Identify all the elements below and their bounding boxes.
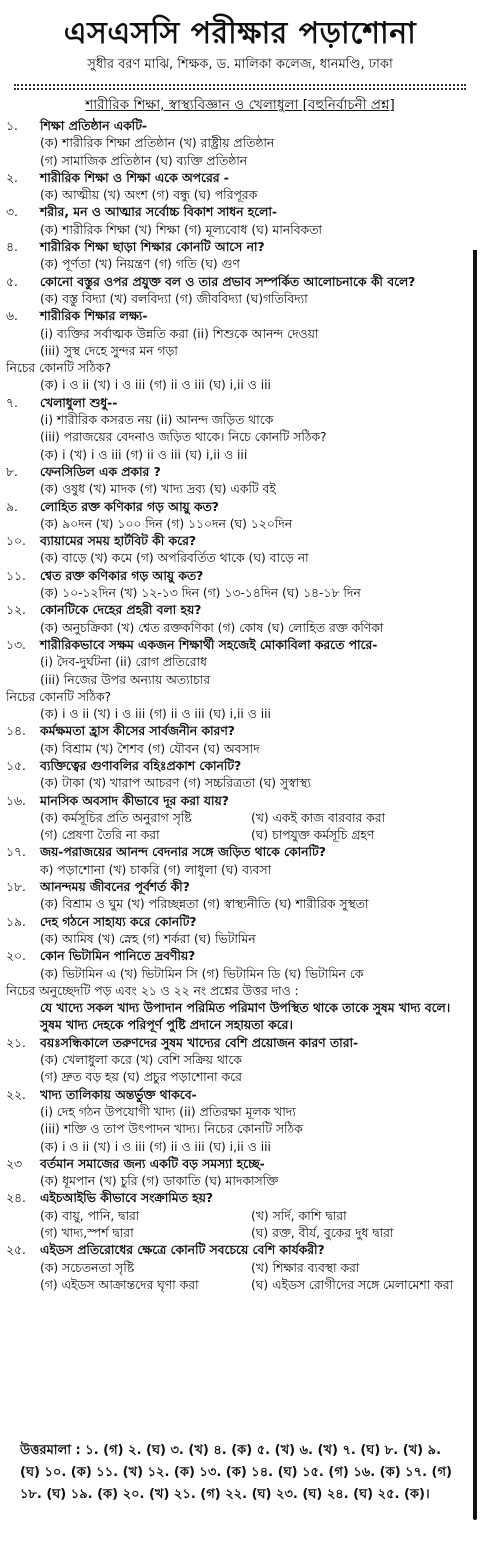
option-cell: (ঘ) চাপযুক্ত কর্মসূচি গ্রহণ — [251, 828, 375, 843]
question-line — [6, 204, 462, 221]
question-item — [6, 914, 462, 949]
question-item — [6, 118, 462, 170]
option-line: (ক) শারীরিক শিক্ষা (খ) শিক্ষা (গ) মূল্যবোধ (ঘ) মানবিকতা — [40, 222, 322, 237]
option-cell: (খ) সর্দি, কাশি দ্বারা — [251, 1208, 347, 1223]
answer-key-text: ১. (গ) ২. (ঘ) ৩. (খ) ৪. (ক) ৫. (খ) ৬. (খ) ৭. (ঘ) ৮. (খ) ৯. (ঘ) ১০. (ক) ১১. (খ) ১২. (ক) ১৩. (ক) ১৪. (ঘ) ১৫. (গ) ১৬. (ক) ১৭. (গ) ১৮. (ঘ) ১৯. (ক) ২০. (খ) ২১. (গ) ২২. (ঘ) ২৩. (ঘ) ২৪. (ঘ) ২৫. (ক)। — [20, 1443, 452, 1502]
section-title: শারীরিক শিক্ষা, স্বাস্থ্যবিজ্ঞান ও খেলাধুলা [বহুনির্বাচনী প্রশ্ন] — [85, 97, 395, 113]
question-line — [6, 464, 462, 481]
option-line: (ক) অনুচক্রিকা (খ) শ্বেত রক্তকণিকা (গ) কোষ (ঘ) লোহিত রক্ত কণিকা — [40, 620, 384, 635]
question-line — [6, 723, 462, 740]
question-item — [6, 308, 462, 394]
option-cell: (গ) এইডস আক্রান্তদের ঘৃণা করা — [40, 1277, 199, 1292]
question-line — [6, 395, 462, 412]
question-item — [6, 464, 462, 499]
page-border — [473, 250, 477, 1520]
question-item — [6, 948, 462, 1034]
question-text: লোহিত রক্ত কণিকার গড় আয়ু কত? — [40, 499, 219, 514]
question-line — [6, 879, 462, 896]
question-text: শারীরিক শিক্ষা ও শিক্ষা একে অপরের - — [40, 170, 229, 185]
question-item — [6, 533, 462, 568]
question-list — [6, 118, 462, 1294]
question-number: ১২. — [6, 603, 26, 618]
question-text: শারীরিক শিক্ষার লক্ষ্য- — [40, 309, 148, 324]
option-line: (ক) ভিটামিন এ (খ) ভিটামিন সি (গ) ভিটামিন ডি (ঘ) ভিটামিন কে — [40, 966, 364, 981]
option-line: (ক) শারীরিক শিক্ষা প্রতিষ্ঠান (খ) রাষ্ট্রীয় প্রতিষ্ঠান — [40, 136, 275, 151]
question-line — [6, 914, 462, 931]
question-number: ২০. — [6, 949, 26, 964]
question-text: বর্তমান সমাজের জন্য একটি বড় সমস্যা হচ্ছে- — [40, 1156, 265, 1171]
question-number: ১৩. — [6, 637, 26, 652]
question-text: ব্যায়ামের সময় হার্টবিট কী করে? — [40, 534, 196, 549]
divider — [14, 88, 466, 90]
question-text: শারীরিক শিক্ষা ছাড়া শিক্ষার কোনটি আসে না? — [40, 240, 265, 255]
question-item — [6, 239, 462, 274]
option-line: (ক) আমিষ (খ) স্নেহ (গ) শর্করা (ঘ) ভিটামিন — [40, 931, 256, 946]
option-line: (গ) দ্রুত বড় হয় (ঘ) প্রচুর পড়াশোনা করে — [40, 1070, 242, 1085]
question-number: ১৮. — [6, 880, 26, 895]
option-cell: (গ) খাদ্য,স্পর্শ দ্বারা — [40, 1226, 134, 1240]
question-line — [6, 170, 462, 187]
option-row — [6, 810, 462, 827]
option-line: (ক) বিশ্রাম ও ঘুম (খ) পরিচ্ছন্নতা (গ) স্বাস্থ্যনীতি (ঘ) শারীরিক সুস্থতা — [40, 897, 369, 912]
option-line: ক) পড়াশোনা (খ) চাকরি (গ) লাধুলা (ঘ) ব্যবসা — [40, 862, 272, 877]
author-line: সুধীর বরণ মাঝি, শিক্ষক, ড. মালিকা কলেজ, ধানমণ্ডি, ঢাকা — [87, 57, 393, 72]
question-number: ৪. — [6, 240, 18, 255]
option-line: (i) ব্যক্তির সর্বাত্মক উন্নতি করা (ii) শিশুকে আনন্দ দেওয়া — [40, 326, 319, 341]
page-header — [0, 0, 480, 74]
option-row — [6, 1225, 462, 1242]
question-line — [6, 844, 462, 861]
question-text: কর্মক্ষমতা হ্রাস কীসের সার্বজনীন কারণ? — [40, 724, 235, 739]
option-line: (ক) ১০-১২দিন (খ) ১২-১৩ দিন (গ) ১৩-১৪দিন (ঘ) ১৪-১৮ দিন — [40, 586, 361, 601]
option-line: (iii) সুস্থ দেহে সুন্দর মন গড়া — [40, 343, 178, 358]
option-cell: (ক) সচেতনতা সৃষ্টি — [40, 1260, 135, 1275]
question-line — [6, 793, 462, 810]
question-line — [6, 948, 462, 965]
question-item — [6, 274, 462, 309]
question-number: ২৩ — [6, 1156, 22, 1171]
option-line: (ক) টাকা (খ) খারাপ আচরণ (গ) সচ্চরিত্রতা (ঘ) সুস্বাস্থ্য — [40, 776, 311, 791]
option-line: (iii) শক্তি ও তাপ উৎপাদন খাদ্য। নিচের কোনটি সঠিক — [40, 1122, 303, 1137]
question-line — [6, 758, 462, 775]
option-line: (ক) বস্তু বিদ্যা (খ) বলবিদ্যা (গ) জীববিদ্যা (ঘ)গতিবিদ্যা — [40, 291, 308, 306]
question-item — [6, 758, 462, 793]
option-line: (ক) বিশ্রাম (খ) শৈশব (গ) যৌবন (ঘ) অবসাদ — [40, 741, 260, 756]
option-line: (ক) i (খ) i ও iii (গ) ii ও iii (ঘ) i,ii ও iii — [40, 447, 248, 462]
question-item — [6, 793, 462, 845]
question-text: কোনো বস্তুর ওপর প্রযুক্ত বল ও তার প্রভাব সম্পর্কিত আলোচনাকে কী বলে? — [40, 274, 416, 289]
passage-text: যে খাদ্যে সকল খাদ্য উপাদান পরিমিত পরিমাণ উপস্থিত থাকে তাকে সুষম খাদ্য বলে। সুষম খাদ্য দেহকে পরিপূর্ণ পুষ্টি প্রদানে সহায়তা করে। — [40, 1001, 451, 1033]
question-number: ১৬. — [6, 793, 26, 808]
question-number: ৯. — [6, 499, 18, 514]
option-line: (i) দৈব-দুর্ঘটনা (ii) রোগ প্রতিরোধ — [40, 655, 207, 670]
instruction-note: নিচের অনুচ্ছেদটি পড় এবং ২১ ও ২২ নং প্রশ্নের উত্তর দাও : — [6, 983, 299, 998]
answer-key-label: উত্তরমালা : — [20, 1443, 81, 1458]
question-number: ২৪. — [6, 1191, 26, 1206]
question-item — [6, 1156, 462, 1191]
question-number: ১১. — [6, 568, 26, 583]
question-number: ২৫. — [6, 1243, 26, 1258]
option-cell: (ঘ) এইডস রোগীদের সঙ্গে মেলামেশা করা — [251, 1277, 454, 1292]
question-item — [6, 844, 462, 879]
option-line: (iii) পরাজয়ের বেদনাও জড়িত থাকে। নিচে কোনটি সঠিক? — [40, 430, 327, 445]
option-line: (ক) বাড়ে (খ) কমে (গ) অপরিবর্তিত থাকে (ঘ) বাড়ে না — [40, 551, 309, 566]
question-number: ১৯. — [6, 914, 26, 929]
option-cell: (ক) বায়ু, পানি, দ্বারা — [40, 1208, 140, 1223]
instruction-note: নিচের কোনটি সঠিক? — [6, 361, 112, 376]
question-line — [6, 1087, 462, 1104]
question-text: খেলাধুলা শুধু-- — [40, 395, 118, 410]
option-line: (iii) নিজের উপর অন্যায় অত্যাচার — [40, 672, 211, 687]
question-line — [6, 1190, 462, 1207]
option-line: (ক) আত্মীয় (খ) অংশ (গ) বন্ধু (ঘ) পরিপূরক — [40, 188, 258, 203]
question-number: ১৭. — [6, 845, 26, 860]
question-text: শিক্ষা প্রতিষ্ঠান একটি- — [40, 119, 148, 133]
question-number: ২. — [6, 170, 18, 185]
question-item — [6, 1087, 462, 1156]
question-number: ১৫. — [6, 758, 26, 773]
option-line: (ক) i ও ii (খ) i ও iii (গ) ii ও iii (ঘ) i,ii ও iii — [40, 1139, 271, 1154]
option-line: (ক) খেলাধুলা করে (খ) বেশি সক্রিয় থাকে — [40, 1053, 242, 1068]
question-item — [6, 602, 462, 637]
question-item — [6, 1242, 462, 1294]
question-text: দেহ গঠনে সাহায্য করে কোনটি? — [40, 914, 197, 929]
question-line — [6, 1035, 462, 1052]
question-line — [6, 274, 462, 291]
page-title: এসএসসি পরীক্ষার পড়াশোনা — [63, 16, 417, 51]
question-item — [6, 204, 462, 239]
question-line — [6, 308, 462, 325]
question-item — [6, 1035, 462, 1087]
question-line — [6, 239, 462, 256]
question-number: ১০. — [6, 534, 26, 549]
question-item — [6, 499, 462, 534]
option-cell: (ক) কর্মসূচির প্রতি অনুরাগ সৃষ্টি — [40, 810, 192, 825]
question-number: ২১. — [6, 1035, 26, 1050]
question-item — [6, 637, 462, 723]
question-text: শরীর, মন ও আত্মার সর্বোচ্চ বিকাশ সাধন হলো- — [40, 205, 278, 220]
question-text: মানসিক অবসাদ কীভাবে দূর করা যায়? — [40, 793, 229, 808]
question-number: ২২. — [6, 1087, 26, 1102]
option-line: (i) দেহ গঠন উপযোগী খাদ্য (ii) প্রতিরক্ষা মূলক খাদ্য — [40, 1104, 296, 1119]
question-line — [6, 118, 462, 135]
option-row — [6, 1260, 462, 1277]
option-line: (ক) পূর্ণতা (খ) নিয়ন্ত্রণ (গ) গতি (ঘ) গুণ — [40, 257, 240, 272]
question-text: এইডস প্রতিরোধের ক্ষেত্রে কোনটি সবচেয়ে বেশি কার্যকরী? — [40, 1243, 325, 1258]
divider — [14, 84, 466, 86]
question-text: ফেনসিডিল এক প্রকার ? — [40, 464, 161, 479]
option-line: (ক) ধূমপান (খ) চুরি (গ) ডাকাতি (ঘ) মাদকাসক্তি — [40, 1174, 279, 1189]
option-cell: (ঘ) রক্ত, বীর্য, বুকের দুধ দ্বারা — [251, 1226, 394, 1240]
question-text: শ্বেত রক্ত কণিকার গড় আয়ু কত? — [40, 568, 204, 583]
question-number: ১. — [6, 119, 18, 133]
question-line — [6, 1156, 462, 1173]
question-item — [6, 1190, 462, 1242]
question-text: কোন ভিটামিন পানিতে দ্রবণীয়? — [40, 949, 196, 964]
question-number: ১৪. — [6, 724, 26, 739]
option-line: (ক) ৯০দন (খ) ১০০ দিন (গ) ১১০দন (ঘ) ১২০দিন — [40, 516, 293, 531]
option-line: (ক) i ও ii (খ) i ও iii (গ) ii ও iii (ঘ) i,ii ও iii — [40, 378, 271, 393]
option-row — [6, 1208, 462, 1225]
question-line — [6, 637, 462, 654]
option-row — [6, 1277, 462, 1294]
question-number: ৮. — [6, 464, 18, 479]
option-cell: (গ) প্রেষণা তৈরি না করা — [40, 828, 160, 843]
question-text: কোনটিকে দেহের প্রহরী বলা হয়? — [40, 603, 202, 618]
question-line — [6, 1242, 462, 1259]
question-item — [6, 395, 462, 464]
option-line: (ক) ওষুধ (খ) মাদক (গ) খাদ্য দ্রব্য (ঘ) একটি বই — [40, 482, 276, 497]
question-text: বয়ঃসন্ধিকালে তরুণদের সুষম খাদ্যের বেশি প্রয়োজন কারণ তারা- — [40, 1035, 359, 1050]
question-item — [6, 568, 462, 603]
question-number: ৭. — [6, 395, 18, 410]
question-text: শারীরিকভাবে সক্ষম একজন শিক্ষার্থী সহজেই মোকাবিলা করতে পারে- — [40, 637, 378, 652]
option-cell: (খ) একই কাজ বারবার করা — [251, 810, 386, 825]
question-item — [6, 723, 462, 758]
question-text: আনন্দময় জীবনের পূর্বশর্ত কী? — [40, 880, 190, 895]
option-line: (i) শারীরিক কসরত নয় (ii) আনন্দ জড়িত থাকে — [40, 413, 274, 428]
question-line — [6, 499, 462, 516]
question-item — [6, 879, 462, 914]
option-line: (গ) সামাজিক প্রতিষ্ঠান (ঘ) ব্যক্তি প্রতিষ্ঠান — [40, 153, 248, 168]
question-number: ৩. — [6, 205, 18, 220]
option-cell: (খ) শিক্ষার ব্যবস্থা করা — [251, 1260, 360, 1275]
question-text: এইচআইভি কীভাবে সংক্রামিত হয়? — [40, 1191, 213, 1206]
question-number: ৬. — [6, 309, 18, 324]
option-line: (ক) i ও ii (খ) i ও iii (গ) ii ও iii (ঘ) i,ii ও iii — [40, 707, 271, 722]
question-text: ব্যক্তিত্বের গুণাবলির বহিঃপ্রকাশ কোনটি? — [40, 758, 242, 773]
instruction-note: নিচের কোনটি সঠিক? — [6, 689, 112, 704]
question-line — [6, 568, 462, 585]
question-line — [6, 602, 462, 619]
answer-key — [20, 1440, 454, 1506]
question-line — [6, 533, 462, 550]
question-text: খাদ্য তালিকায় অন্তর্ভুক্ত থাকবে- — [40, 1087, 197, 1102]
question-item — [6, 170, 462, 205]
option-row — [6, 827, 462, 844]
question-number: ৫. — [6, 274, 18, 289]
question-text: জয়-পরাজয়ের আনন্দ বেদনার সঙ্গে জড়িত থাকে কোনটি? — [40, 845, 326, 860]
